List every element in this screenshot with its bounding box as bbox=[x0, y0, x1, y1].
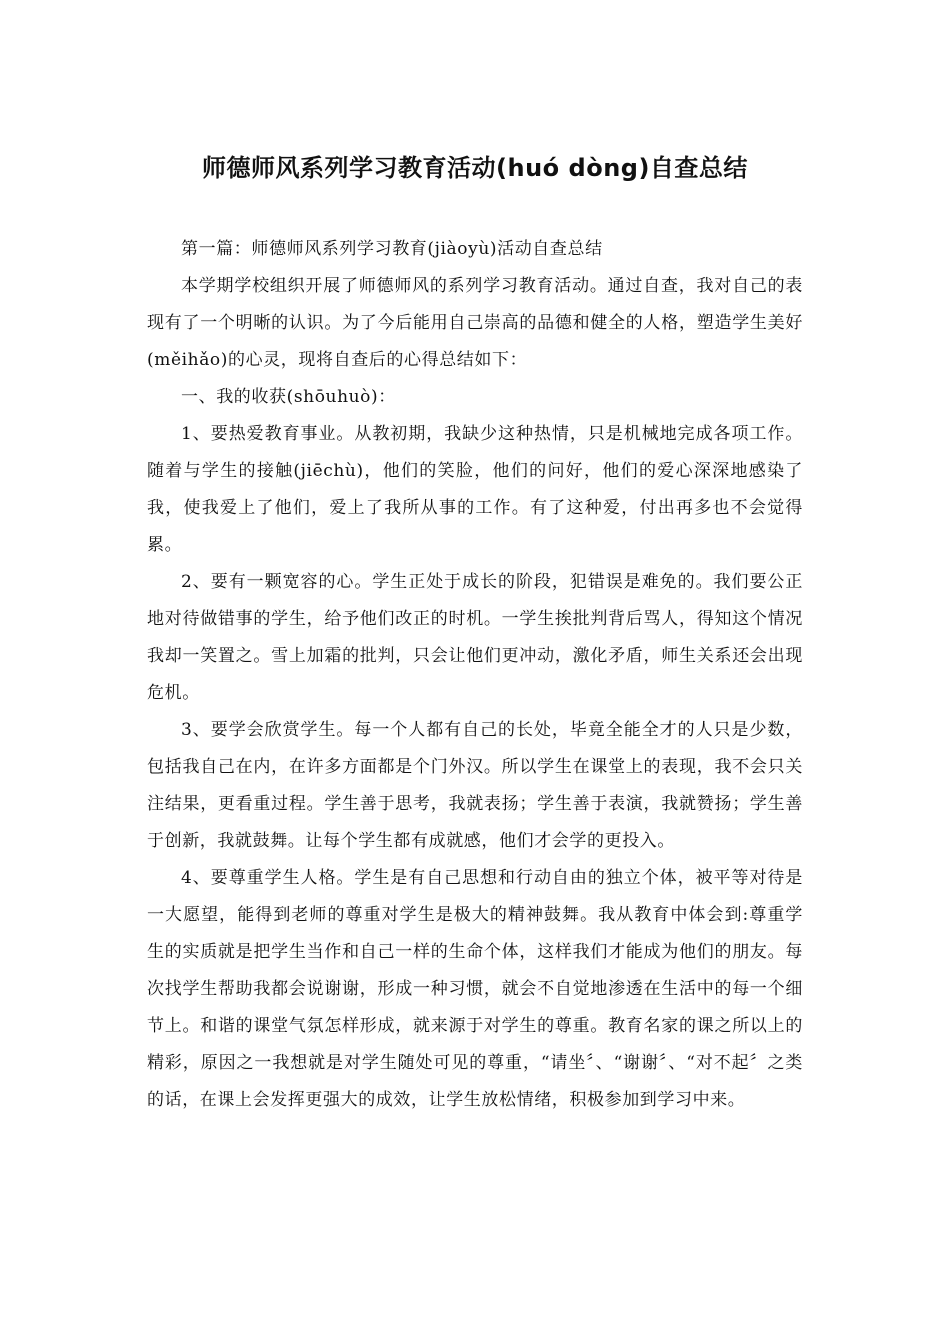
section-heading: 第一篇：师德师风系列学习教育(jiàoyù)活动自查总结 bbox=[181, 239, 603, 259]
intro-paragraph: 本学期学校组织开展了师德师风的系列学习教育活动。通过自查，我对自己的表现有了一个明晰的认识。为了今后能用自己崇高的品德和健全的人格，塑造学生美好(měihǎo)的心灵，现将自查后的心得总结如下： bbox=[147, 276, 803, 370]
list-item-paragraph: 1、要热爱教育事业。从教初期，我缺少这种热情，只是机械地完成各项工作。随着与学生的接触(jiēchù)，他们的笑脸，他们的问好，他们的爱心深深地感染了我，使我爱上了他们，爱上了我所从事的工作。有了这种爱，付出再多也不会觉得累。 bbox=[147, 424, 803, 555]
list-item-paragraph: 3、要学会欣赏学生。每一个人都有自己的长处，毕竟全能全才的人只是少数，包括我自己在内，在许多方面都是个门外汉。所以学生在课堂上的表现，我不会只关注结果，更看重过程。学生善于思考，我就表扬；学生善于表演，我就赞扬；学生善于创新，我就鼓舞。让每个学生都有成就感，他们才会学的更投入。 bbox=[147, 720, 803, 851]
list-item-paragraph: 2、要有一颗宽容的心。学生正处于成长的阶段，犯错误是难免的。我们要公正地对待做错事的学生，给予他们改正的时机。一学生挨批判背后骂人，得知这个情况我却一笑置之。雪上加霜的批判，只会让他们更冲动，激化矛盾，师生关系还会出现危机。 bbox=[147, 572, 803, 703]
document-title: 师德师风系列学习教育活动(huó dòng)自查总结 bbox=[202, 154, 748, 182]
list-item-paragraph: 4、要尊重学生人格。学生是有自己思想和行动自由的独立个体，被平等对待是一大愿望，能得到老师的尊重对学生是极大的精神鼓舞。我从教育中体会到:尊重学生的实质就是把学生当作和自己一样的生命个体，这样我们才能成为他们的朋友。每次找学生帮助我都会说谢谢，形成一种习惯，就会不自觉地渗透在生活中的每一个细节上。和谐的课堂气氛怎样形成，就来源于对学生的尊重。教育名家的课之所以上的精彩，原因之一我想就是对学生随处可见的尊重，“请坐〞、“谢谢〞、“对不起〞之类的话，在课上会发挥更强大的成效，让学生放松情绪，积极参加到学习中来。 bbox=[147, 868, 803, 1110]
subsection-heading: 一、我的收获(shōuhuò)： bbox=[181, 387, 396, 407]
document-body bbox=[147, 231, 803, 1119]
